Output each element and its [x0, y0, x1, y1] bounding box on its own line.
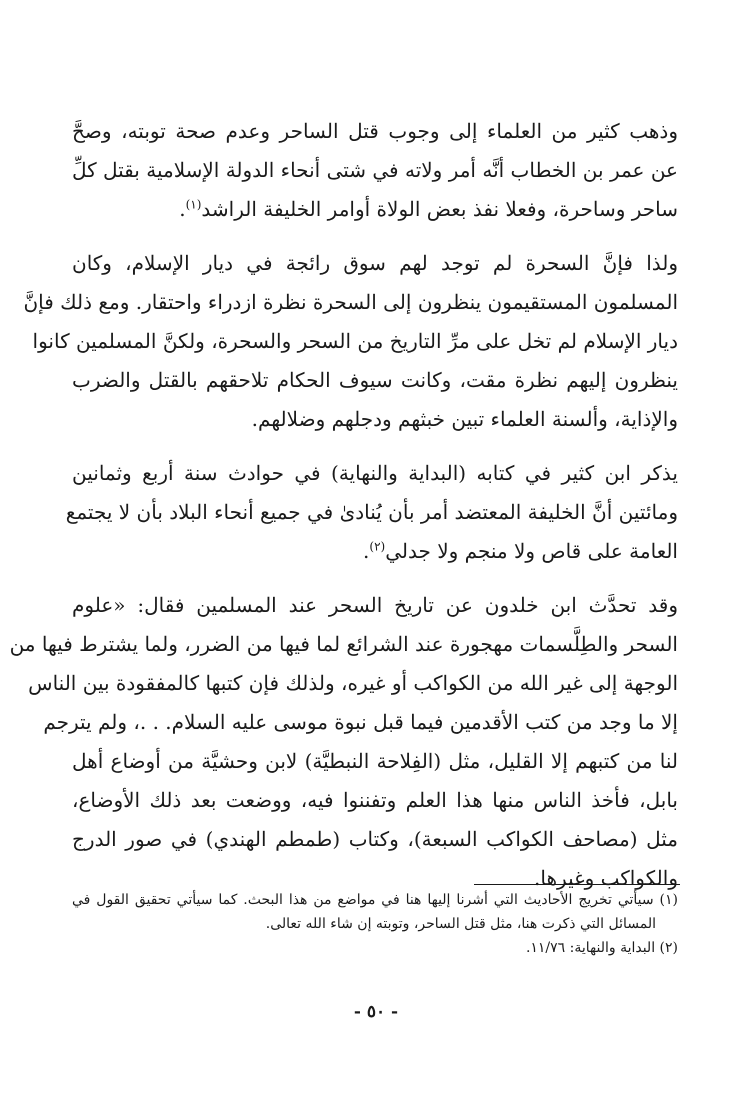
text-line: المسلمون المستقيمون ينظرون إلى السحرة نظرة ازدراء واحتقار. ومع ذلك فإنَّ — [23, 290, 678, 314]
paragraph-3 — [65, 454, 678, 571]
text-line: ينظرون إليهم نظرة مقت، وكانت سيوف الحكام تلاحقهم بالقتل والضرب — [72, 368, 678, 392]
text-line-last — [72, 532, 678, 571]
footnote-separator — [474, 884, 680, 885]
text-line-last — [72, 190, 678, 229]
footnote-1-line: المسائل التي ذكرت هنا، مثل قتل الساحر، وتوبته إن شاء الله تعالى. — [265, 916, 656, 932]
footnote-2-line: (٢) البداية والنهاية: ١١/٧٦. — [525, 940, 678, 956]
text-line: يذكر ابن كثير في كتابه (البداية والنهاية) في حوادث سنة أربع وثمانين — [72, 461, 678, 485]
text-line: مثل (مصاحف الكواكب السبعة)، وكتاب (طمطم الهندي) في صور الدرج — [72, 827, 678, 851]
footnote-ref-1: (١) — [185, 197, 202, 212]
footnote-ref-2: (٢) — [369, 539, 386, 554]
sentence-end: . — [179, 197, 186, 221]
text-line: ولذا فإنَّ السحرة لم توجد لهم سوق رائجة في ديار الإسلام، وكان — [72, 251, 678, 275]
paragraph-1 — [72, 112, 678, 229]
text-line: وقد تحدَّث ابن خلدون عن تاريخ السحر عند المسلمين فقال: «علوم — [72, 593, 678, 617]
paragraph-4 — [9, 586, 678, 898]
text-line: عن عمر بن الخطاب أنَّه أمر ولاته في شتى أنحاء الدولة الإسلامية بقتل كلِّ — [71, 158, 678, 182]
paragraph-2 — [23, 244, 678, 439]
text-line: إلا ما وجد من كتب الأقدمين فيما قبل نبوة موسى عليه السلام. . .، ولم يترجم — [43, 710, 678, 734]
text-line-content: العامة على قاص ولا منجم ولا جدلي — [385, 539, 678, 563]
text-line-content: ساحر وساحرة، وفعلا نفذ بعض الولاة أوامر الخليفة الراشد — [201, 197, 678, 221]
body-text — [9, 112, 678, 898]
text-line: الوجهة إلى غير الله من الكواكب أو غيره، ولذلك فإن كتبها كالمفقودة بين الناس — [28, 671, 678, 695]
text-line-last: والكواكب وغيرها. — [534, 866, 678, 890]
footnote-1-line: (١) سيأتي تخريج الأحاديث التي أشرنا إليها هنا في مواضع من هذا البحث. كما سيأتي تحقيق القول في — [72, 892, 678, 908]
text-line: وذهب كثير من العلماء إلى وجوب قتل الساحر وعدم صحة توبته، وصحَّ — [72, 119, 678, 143]
footnotes — [72, 888, 678, 960]
text-line: لنا من كتبهم إلا القليل، مثل (الفِلاحة النبطيَّة) لابن وحشيَّة من أوضاع أهل — [72, 749, 678, 773]
sentence-end: . — [363, 539, 370, 563]
text-line: السحر والطِلَّسمات مهجورة عند الشرائع لما فيها من الضرر، ولما يشترط فيها من — [9, 632, 678, 656]
page-number: - ٥٠ - — [353, 1002, 399, 1022]
text-line-last: والإذاية، وألسنة العلماء تبين خبثهم ودجلهم وضلالهم. — [251, 407, 678, 431]
text-line: بابل، فأخذ الناس منها هذا العلم وتفننوا فيه، ووضعت بعد ذلك الأوضاع، — [72, 788, 678, 812]
text-line: ومائتين أنَّ الخليفة المعتضد أمر بأن يُنادىٰ في جميع أنحاء البلاد بأن لا يجتمع — [65, 500, 678, 524]
text-line: ديار الإسلام لم تخل على مرِّ التاريخ من السحر والسحرة، ولكنَّ المسلمين كانوا — [32, 329, 678, 353]
